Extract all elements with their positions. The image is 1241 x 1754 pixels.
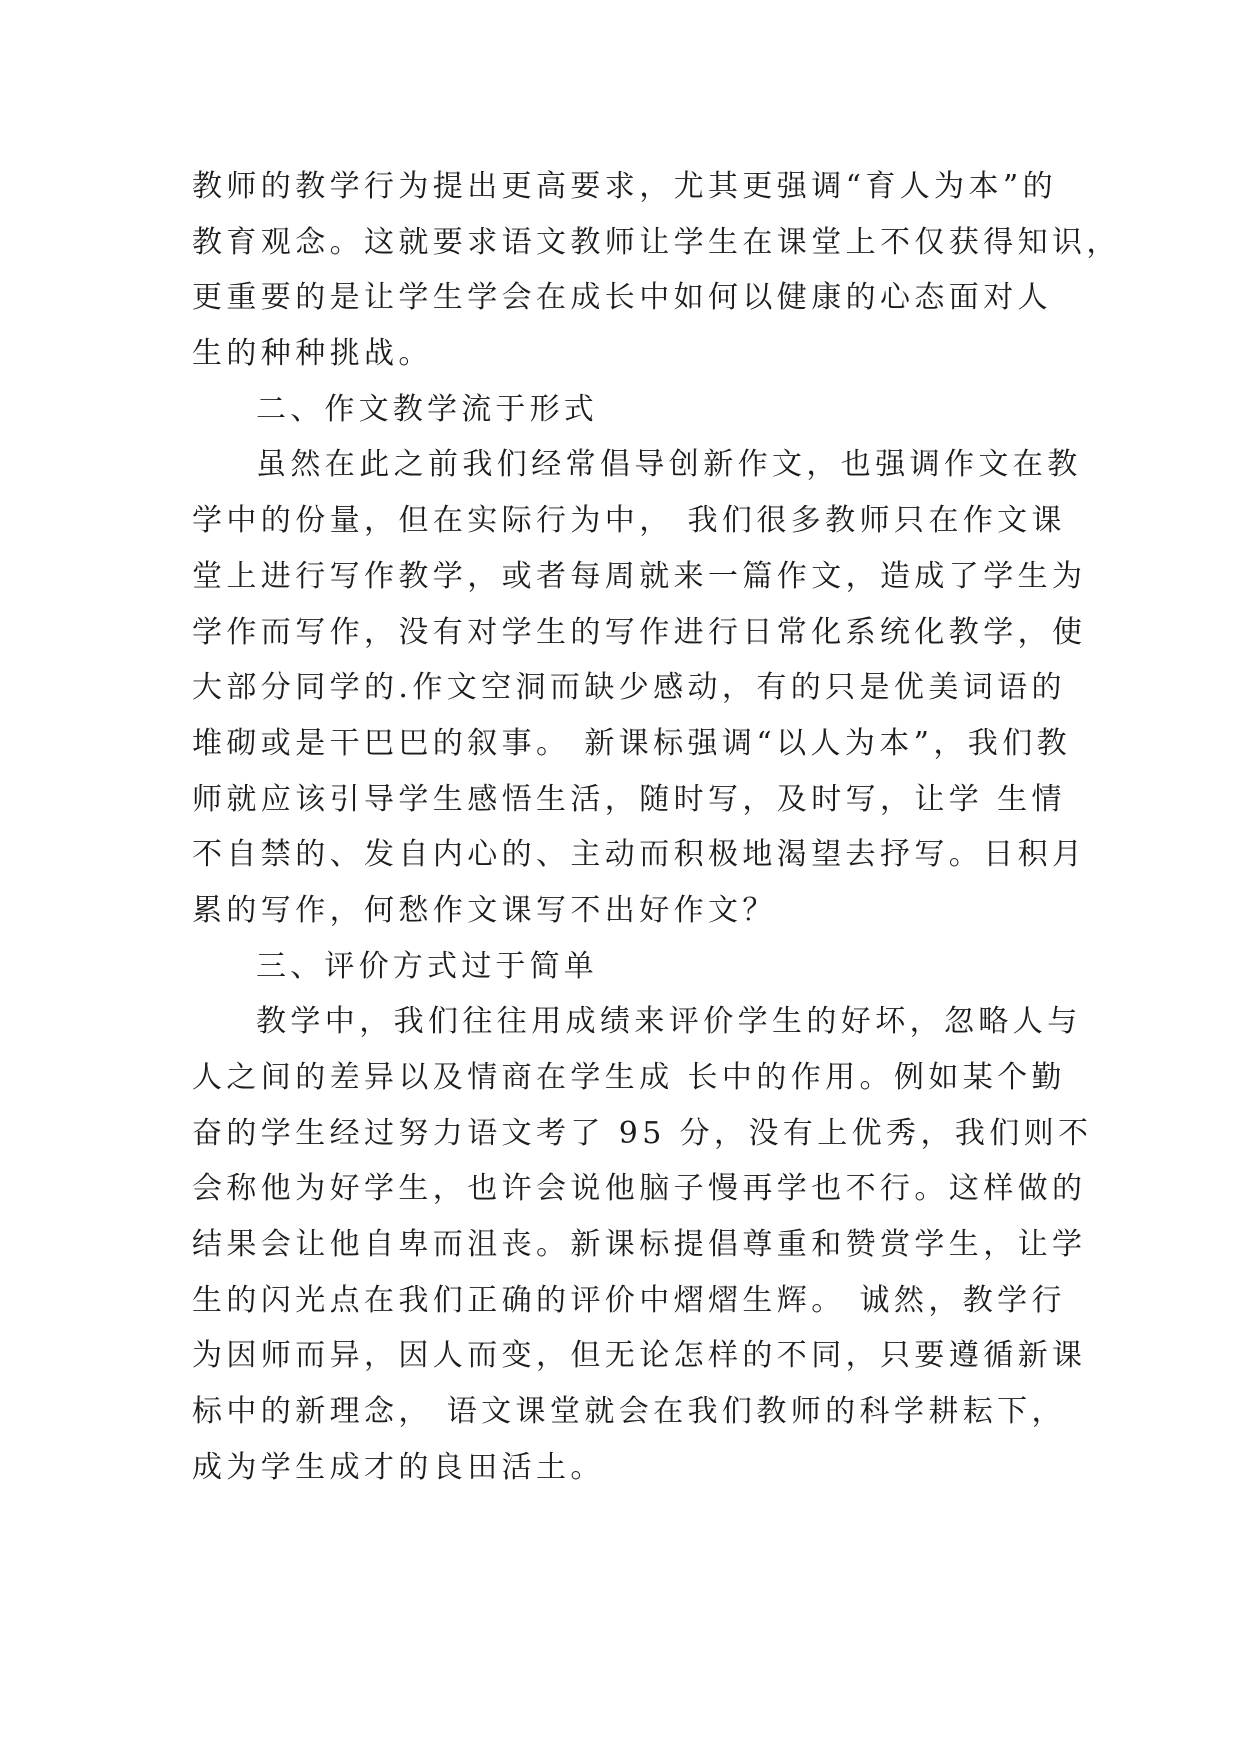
text-line: 虽然在此之前我们经常倡导创新作文，也强调作文在教	[256, 447, 1082, 483]
text-line: 人之间的差异以及情商在学生成 长中的作用。例如某个勤	[192, 1060, 1066, 1095]
text-line: 堂上进行写作教学，或者每周就来一篇作文，造成了学生为	[192, 558, 1087, 594]
text-line: 累的写作，何愁作文课写不出好作文？	[192, 892, 777, 928]
document-body	[192, 159, 1122, 1496]
section-heading: 二、作文教学流于形式	[256, 391, 598, 427]
text-line: 标中的新理念， 语文课堂就会在我们教师的科学耕耘下，	[192, 1394, 1066, 1430]
section-heading: 三、评价方式过于简单	[256, 948, 598, 984]
text-line: 生的闪光点在我们正确的评价中熠熠生辉。 诚然，教学行	[192, 1282, 1066, 1318]
text-line: 师就应该引导学生感悟生活，随时写，及时写，让学 生情	[192, 781, 1066, 817]
text-line: 为因师而异，因人而变，但无论怎样的不同，只要遵循新课	[192, 1338, 1087, 1374]
text-line: 大部分同学的.作文空洞而缺少感动，有的只是优美词语的	[192, 670, 1066, 706]
text-line: 生的种种挑战。	[192, 336, 433, 372]
text-line: 结果会让他自卑而沮丧。新课标提倡尊重和赞赏学生，让学	[192, 1227, 1087, 1263]
text-line: 更重要的是让学生学会在成长中如何以健康的心态面对人	[192, 280, 1052, 316]
text-line: 会称他为好学生，也许会说他脑子慢再学也不行。这样做的	[192, 1171, 1087, 1207]
text-line: 教学中，我们往往用成绩来评价学生的好坏，忽略人与	[256, 1004, 1082, 1040]
text-line: 成为学生成才的良田活土。	[192, 1449, 605, 1485]
text-line: 教育观念。这就要求语文教师让学生在课堂上不仅获得知识，	[192, 224, 1121, 260]
text-line: 教师的教学行为提出更高要求，尤其更强调“育人为本”的	[192, 169, 1058, 204]
text-line: 不自禁的、发自内心的、主动而积极地渴望去抒写。日积月	[192, 837, 1087, 873]
text-line: 堆砌或是干巴巴的叙事。 新课标强调“以人为本”，我们教	[192, 725, 1072, 761]
text-line: 学中的份量，但在实际行为中， 我们很多教师只在作文课	[192, 503, 1066, 539]
text-line: 学作而写作，没有对学生的写作进行日常化系统化教学，使	[192, 614, 1087, 650]
text-line: 奋的学生经过努力语文考了 95 分，没有上优秀，我们则不	[192, 1115, 1093, 1151]
